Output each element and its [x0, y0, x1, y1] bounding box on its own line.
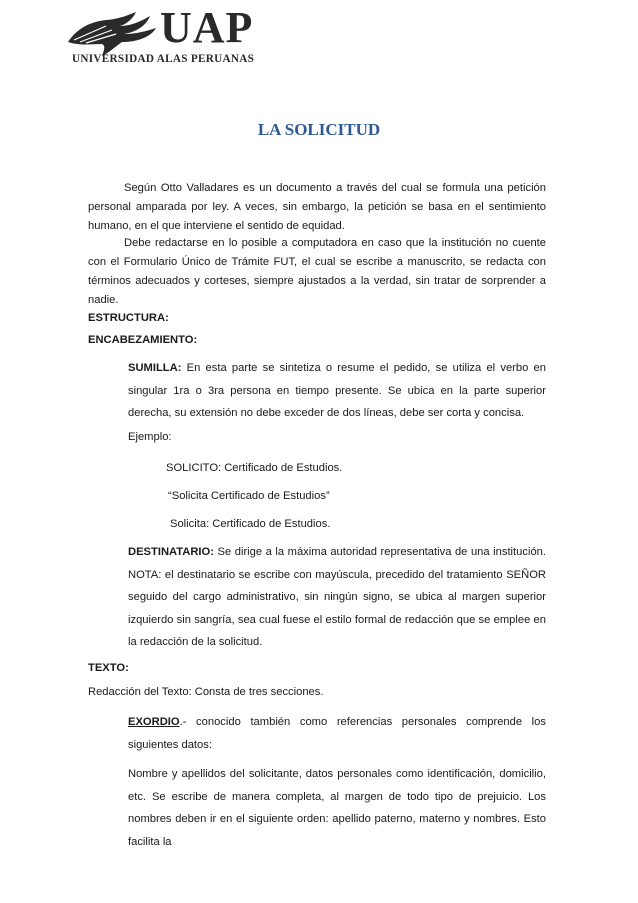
page-title: LA SOLICITUD [257, 120, 381, 139]
texto-intro: Redacción del Texto: Consta de tres secciones. [88, 686, 324, 698]
university-logo [66, 3, 278, 68]
ejemplo-item-2: “Solicita Certificado de Estudios” [168, 490, 330, 502]
section-heading-encabezamiento: ENCABEZAMIENTO: [88, 334, 198, 346]
eagle-logo-icon [66, 12, 158, 56]
intro-paragraph-2: Debe redactarse en lo posible a computadora en caso que la institución no cuente con el Formulario Único de Trámite FUT, el cual se escribe a manuscrito, se redacta con términos adecuados y corteses, siempre ajustados a la verdad, sin tratar de sorprender a nadie. [88, 237, 546, 306]
destinatario-text: Se dirige a la máxima autoridad representativa de una institución. NOTA: el destinatario se escribe con mayúscula, precedido del tratamiento SEÑOR seguido del cargo administrativo, sin ningún signo, se ubica al margen superior izquierdo sin sangría, sea cual fuese el estilo formal de redacción que se emplee en la redacción de la solicitud. [128, 546, 546, 648]
sumilla-label: SUMILLA: [128, 362, 182, 374]
section-heading-estructura: ESTRUCTURA: [88, 312, 169, 324]
sumilla-text: En esta parte se sintetiza o resume el pedido, se utiliza el verbo en singular 1ra o 3ra persona en tiempo presente. Se ubica en la parte superior derecha, su extensión no debe exceder de dos líneas, debe ser corta y concisa. [128, 362, 546, 419]
ejemplo-item-1: SOLICITO: Certificado de Estudios. [166, 462, 343, 474]
intro-paragraph-1: Según Otto Valladares es un documento a través del cual se formula una petición personal amparada por ley. A veces, sin embargo, la petición se basa en el sentimiento humano, en el que interviene el sentido de equidad. [88, 182, 546, 232]
section-heading-texto: TEXTO: [88, 662, 129, 674]
logo-subtitle: UNIVERSIDAD ALAS PERUANAS [72, 53, 255, 65]
destinatario-label: DESTINATARIO: [128, 546, 214, 558]
ejemplo-label: Ejemplo: [128, 431, 172, 443]
ejemplo-item-3: Solicita: Certificado de Estudios. [170, 518, 331, 530]
sumilla-paragraph [128, 357, 546, 425]
exordio-text: .- conocido también como referencias personales comprende los siguientes datos: [128, 716, 546, 751]
logo-mark: UAP [160, 3, 254, 52]
exordio-paragraph [128, 711, 546, 756]
exordio-detail-paragraph: Nombre y apellidos del solicitante, datos personales como identificación, domicilio, etc. Se escribe de manera completa, al margen de todo tipo de prejuicio. Los nombres deben ir en el siguiente orden: apellido paterno, materno y nombres. Esto facilita la [128, 768, 546, 848]
destinatario-paragraph [128, 541, 546, 654]
exordio-label: EXORDIO [128, 716, 180, 728]
